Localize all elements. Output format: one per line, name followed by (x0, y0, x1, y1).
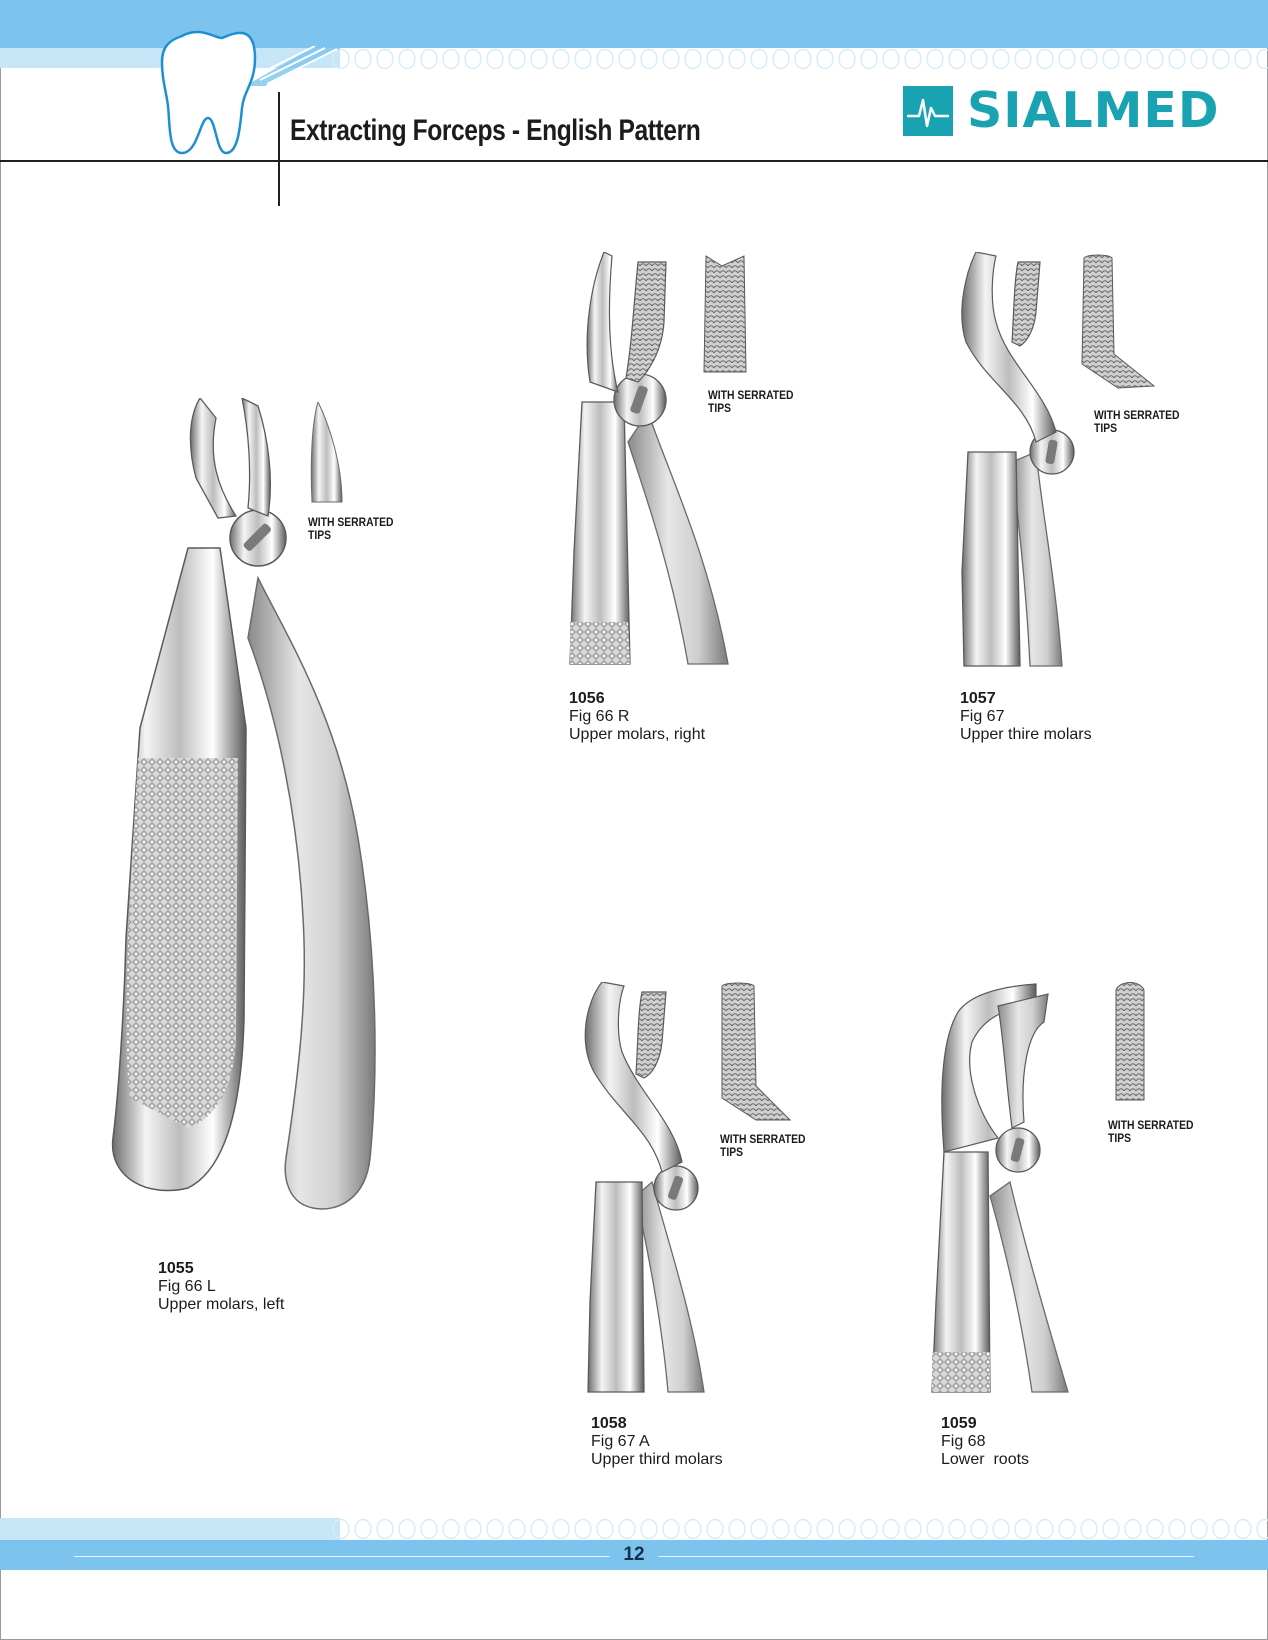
product-fig: Fig 67 A (591, 1433, 650, 1450)
tip-label-text: WITH SERRATED TIPS (308, 517, 394, 542)
product-fig: Fig 67 (960, 708, 1005, 725)
product-fig: Fig 68 (941, 1433, 986, 1450)
forceps-image-1058 (582, 982, 722, 1394)
product-desc: Upper molars, right (569, 726, 706, 743)
product-code: 1057 (960, 690, 996, 707)
tip-label-text: WITH SERRATED TIPS (720, 1134, 806, 1159)
heartbeat-logo-icon (903, 86, 953, 136)
header-rule (0, 160, 1268, 162)
product-desc: Lower roots (941, 1451, 1030, 1468)
forceps-image-1059 (928, 982, 1088, 1394)
tip-label-1055 (308, 517, 407, 543)
brand-logo (903, 82, 1220, 139)
tip-label-1057 (1094, 410, 1193, 436)
tip-label-text: WITH SERRATED TIPS (1108, 1120, 1194, 1145)
product-caption-1059 (941, 1415, 1029, 1469)
tip-label-text: WITH SERRATED TIPS (708, 390, 794, 415)
footer-ring-pattern (330, 1518, 1268, 1540)
product-caption-1058 (591, 1415, 723, 1469)
tip-image-1056 (702, 254, 748, 374)
product-desc: Upper third molars (591, 1451, 723, 1468)
tip-image-1057 (1078, 254, 1158, 390)
tip-label-1056 (708, 390, 807, 416)
product-code: 1055 (158, 1260, 194, 1277)
tip-image-1055 (308, 402, 344, 506)
tip-image-1058 (720, 982, 792, 1122)
page-number: 12 (623, 1544, 645, 1565)
tip-image-1059 (1112, 982, 1148, 1102)
product-desc: Upper molars, left (158, 1296, 285, 1313)
header-stripes (245, 46, 345, 86)
product-code: 1059 (941, 1415, 977, 1432)
product-caption-1055 (158, 1260, 284, 1314)
footer-band-light (0, 1518, 340, 1540)
product-caption-1057 (960, 690, 1092, 744)
product-caption-1056 (569, 690, 705, 744)
product-fig: Fig 66 R (569, 708, 630, 725)
tip-label-1058 (720, 1134, 819, 1160)
tip-label-1059 (1108, 1120, 1207, 1146)
tip-label-text: WITH SERRATED TIPS (1094, 410, 1180, 435)
tooth-icon (160, 28, 260, 165)
product-code: 1056 (569, 690, 605, 707)
product-code: 1058 (591, 1415, 627, 1432)
forceps-image-1057 (956, 252, 1086, 668)
product-fig: Fig 66 L (158, 1278, 216, 1295)
brand-name: SIALMED (967, 82, 1220, 139)
page-title: Extracting Forceps - English Pattern (290, 114, 701, 147)
header-ring-pattern (330, 48, 1268, 70)
header-vertical-rule (278, 92, 280, 206)
product-desc: Upper thire molars (960, 726, 1092, 743)
